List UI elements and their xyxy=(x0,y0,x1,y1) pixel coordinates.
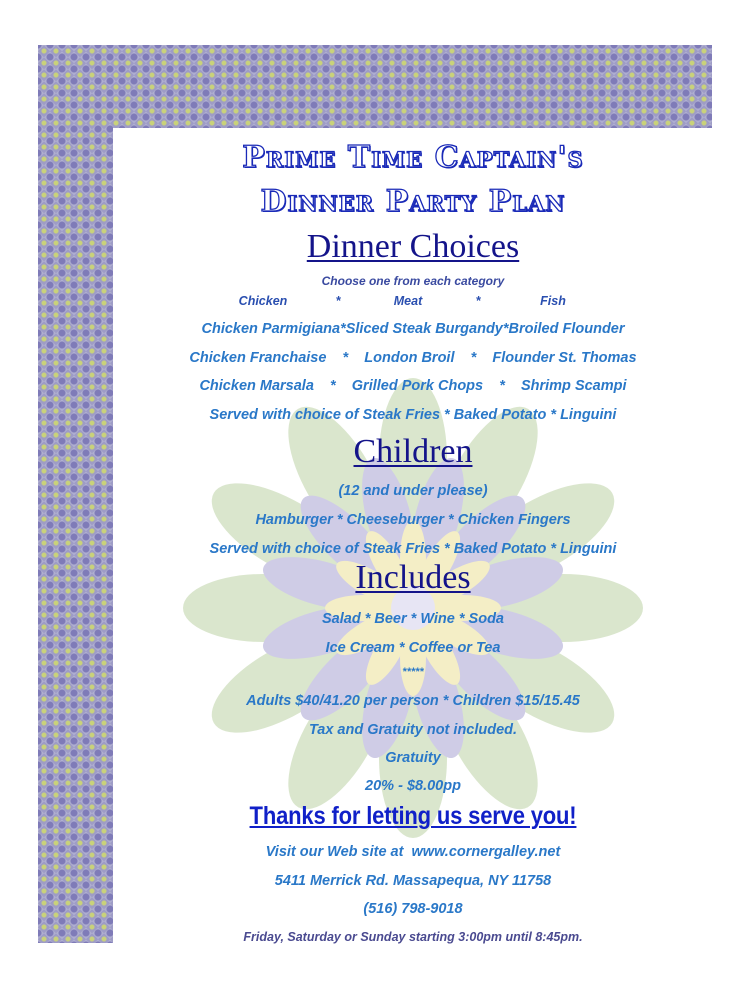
address-line: 5411 Merrick Rd. Massapequa, NY 11758 xyxy=(274,873,552,889)
category-chicken: Chicken xyxy=(238,294,288,308)
phone-line: (516) 798-9018 xyxy=(363,901,463,917)
category-row xyxy=(113,294,708,308)
dinner-instruction: Choose one from each category xyxy=(321,274,505,288)
includes-line1: Salad * Beer * Wine * Soda xyxy=(322,611,504,627)
gratuity-value: 20% - $8.00pp xyxy=(365,778,461,794)
tax-note: Tax and Gratuity not included. xyxy=(308,722,518,738)
hours-line: Friday, Saturday or Sunday starting 3:00pm until 8:45pm. xyxy=(243,930,583,944)
dinner-option-row: Chicken Parmigiana*Sliced Steak Burgandy*Broiled Flounder xyxy=(201,321,625,337)
flyer-title-line1: Prime Time Captain's xyxy=(242,140,584,175)
children-sides: Served with choice of Steak Fries * Baked Potato * Linguini xyxy=(209,541,617,557)
website-line: Visit our Web site at www.cornergalley.net xyxy=(265,844,561,860)
dinner-choices-heading: Dinner Choices xyxy=(306,228,520,265)
children-heading: Children xyxy=(353,433,473,470)
includes-line2: Ice Cream * Coffee or Tea xyxy=(325,640,501,656)
dinner-sides: Served with choice of Steak Fries * Baked Potato * Linguini xyxy=(209,407,617,423)
children-options: Hamburger * Cheeseburger * Chicken Fingers xyxy=(255,512,571,528)
category-separator: * xyxy=(475,294,481,308)
includes-heading: Includes xyxy=(355,559,471,596)
gratuity-label: Gratuity xyxy=(385,750,441,766)
flyer-title-line2: Dinner Party Plan xyxy=(260,184,566,219)
decorative-border xyxy=(38,45,712,943)
dinner-option-row: Chicken Marsala * Grilled Pork Chops * Shrimp Scampi xyxy=(199,378,627,394)
children-note: (12 and under please) xyxy=(338,483,488,499)
category-separator: * xyxy=(335,294,341,308)
pricing: Adults $40/41.20 per person * Children $15/15.45 xyxy=(246,693,580,709)
dinner-option-row: Chicken Franchaise * London Broil * Flounder St. Thomas xyxy=(189,350,637,366)
category-fish: Fish xyxy=(540,294,566,308)
includes-divider: ***** xyxy=(402,666,424,678)
category-meat: Meat xyxy=(393,294,423,308)
flyer-panel xyxy=(113,128,713,951)
thanks-message: Thanks for letting us serve you! xyxy=(249,802,577,830)
